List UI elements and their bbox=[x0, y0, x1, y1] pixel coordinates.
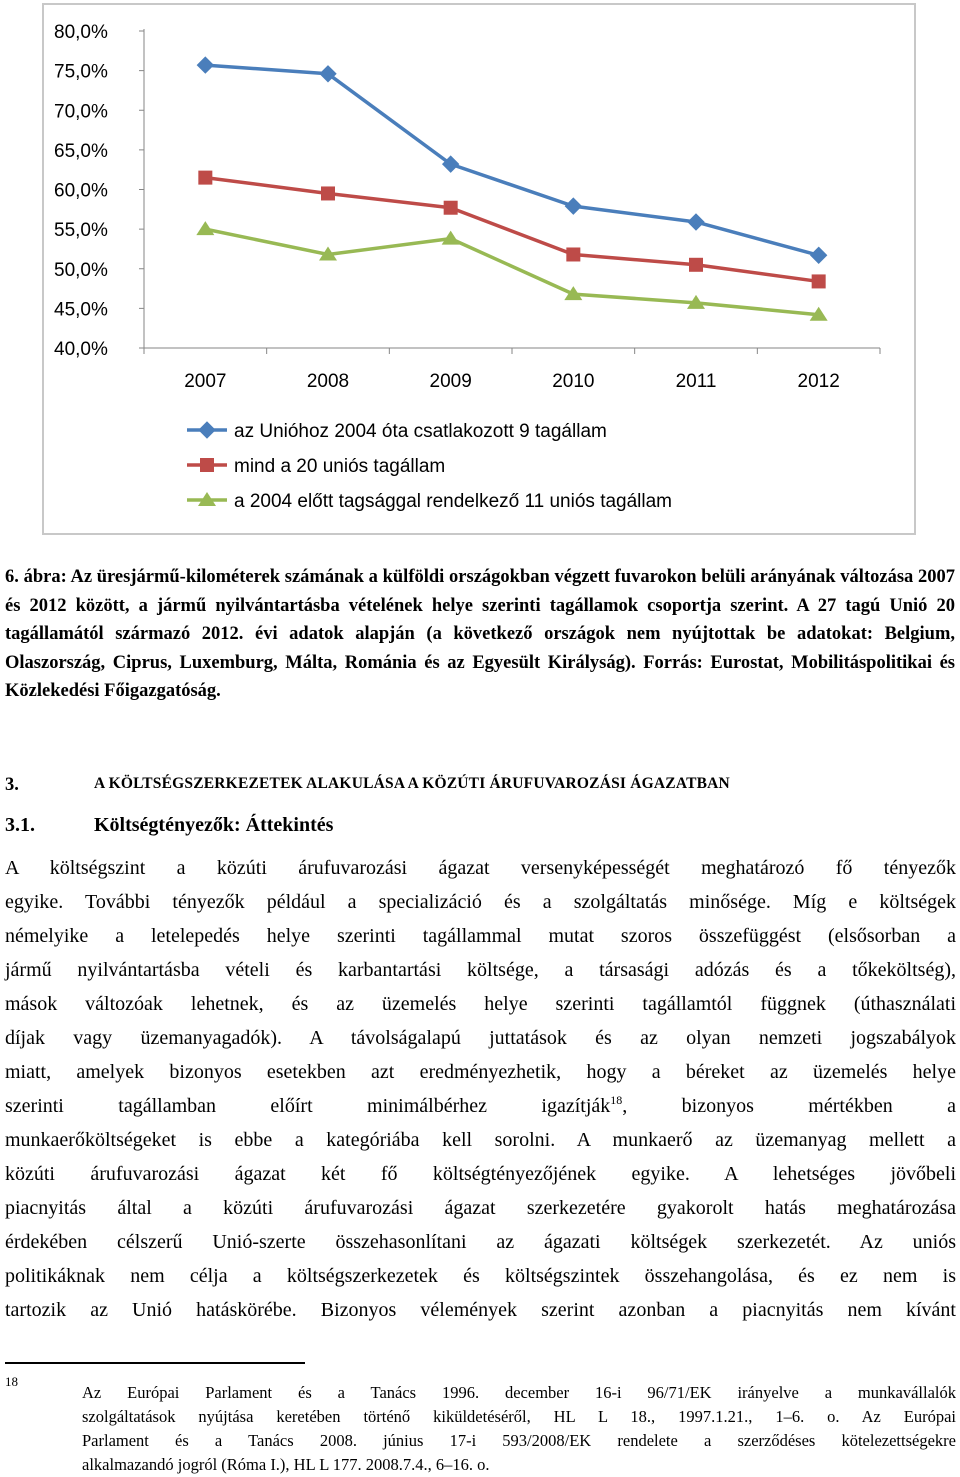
footnote-separator bbox=[5, 1362, 305, 1364]
body-line: mások változóak lehetnek, és az üzemelés helye szerinti tagállamtól függnek (úthasználati bbox=[5, 993, 956, 1015]
body-line: közúti árufuvarozási ágazat két fő költségtényezőjének egyike. A lehetséges jövőbeli bbox=[5, 1163, 956, 1185]
body-line: A költségszint a közúti árufuvarozási ágazat versenyképességét meghatározó fő tényezők bbox=[5, 857, 956, 879]
data-point-diamond bbox=[197, 57, 213, 73]
body-line: némelyike a letelepedés helye szerinti tagállammal mutat szoros összefüggést (elsősorban a bbox=[5, 925, 956, 947]
legend-marker-square bbox=[200, 458, 214, 472]
footnote-line: szolgáltatások nyújtása keretében történő kiküldetéséről, HL L 18., 1997.1.21., 1–6. o. Az Európai bbox=[82, 1407, 956, 1426]
section-number: 3. bbox=[5, 775, 19, 795]
y-tick-label: 75,0% bbox=[54, 61, 108, 83]
legend-label: az Unióhoz 2004 óta csatlakozott 9 tagállam bbox=[234, 421, 607, 442]
y-tick-label: 70,0% bbox=[54, 101, 108, 123]
legend-label: a 2004 előtt tagsággal rendelkező 11 uniós tagállam bbox=[234, 491, 673, 512]
y-tick-label: 55,0% bbox=[54, 220, 108, 242]
body-line: egyike. További tényezők például a specializáció és a szolgáltatás minősége. Míg e költségek bbox=[5, 891, 956, 913]
data-point-square bbox=[198, 171, 212, 185]
y-tick-label: 80,0% bbox=[54, 22, 108, 43]
x-tick-label: 2010 bbox=[552, 371, 595, 392]
data-point-square bbox=[689, 258, 703, 272]
x-tick-label: 2009 bbox=[429, 371, 472, 392]
y-tick-label: 65,0% bbox=[54, 140, 108, 162]
footnote-line: Parlament és a Tanács 2008. június 17-i 593/2008/EK rendelete a szerződéses kötelezettségekre bbox=[82, 1431, 956, 1450]
body-line: díjak vagy üzemanyagadók). A távolságalapú juttatások és az olyan nemzeti jogszabályok bbox=[5, 1027, 956, 1049]
body-line: munkaerőköltségeket is ebbe a kategóriába kell sorolni. A munkaerő az üzemanyag mellett a bbox=[5, 1129, 956, 1151]
body-line: tartozik az Unió hatáskörébe. Bizonyos vélemények szerint azonban a piacnyitás nem kívánt bbox=[5, 1299, 956, 1321]
series-lines bbox=[196, 57, 827, 321]
body-paragraph bbox=[5, 851, 956, 1327]
series-line bbox=[205, 65, 818, 255]
footnote-number: 18 bbox=[5, 1374, 18, 1389]
y-tick-label: 40,0% bbox=[54, 339, 108, 360]
data-point-square bbox=[444, 201, 458, 215]
body-line-with-footnote bbox=[5, 1089, 956, 1123]
chart-legend bbox=[187, 421, 672, 512]
body-line: érdekében célszerű Unió-szerte összehasonlítani az ágazati költségek szerkezetét. Az uniós bbox=[5, 1231, 956, 1253]
body-line: jármű nyilvántartásba vételi és karbantartási költsége, a társasági adózás és a tőkeköltség), bbox=[5, 959, 956, 981]
data-point-square bbox=[321, 186, 335, 200]
body-line: politikáknak nem célja a költségszerkezetek és költségszintek összehangolása, és ez nem is bbox=[5, 1265, 956, 1287]
data-point-square bbox=[812, 274, 826, 288]
subsection-number: 3.1. bbox=[5, 814, 35, 836]
subsection-title: Költségtényezők: Áttekintés bbox=[94, 814, 334, 836]
x-tick-label: 2007 bbox=[184, 371, 227, 392]
y-tick-labels bbox=[54, 22, 144, 360]
data-point-diamond bbox=[565, 198, 581, 214]
legend-marker-diamond bbox=[199, 422, 215, 438]
footnote-text bbox=[82, 1381, 956, 1477]
body-line: piacnyitás által a közúti árufuvarozási ágazat szerkezetére gyakorolt hatás meghatározása bbox=[5, 1197, 956, 1219]
x-tick-label: 2008 bbox=[306, 371, 350, 392]
legend-label: mind a 20 uniós tagállam bbox=[234, 456, 446, 477]
series-line bbox=[205, 229, 818, 315]
footnote-line: alkalmazandó jogról (Róma I.), HL L 177. 2008.7.4., 6–16. o. bbox=[82, 1455, 490, 1474]
data-point-triangle bbox=[442, 231, 460, 245]
footnote-line: Az Európai Parlament és a Tanács 1996. december 16-i 96/71/EK irányelve a munkavállalók bbox=[82, 1383, 956, 1402]
data-point-diamond bbox=[688, 214, 704, 230]
chart-svg bbox=[44, 5, 916, 535]
footnote-reference[interactable]: 18 bbox=[610, 1093, 623, 1107]
y-tick-label: 50,0% bbox=[54, 259, 108, 281]
data-point-square bbox=[566, 247, 580, 261]
x-tick-labels bbox=[184, 371, 840, 392]
x-tick-label: 2011 bbox=[675, 371, 717, 392]
line-chart bbox=[42, 3, 916, 535]
body-line-part: , bizonyos mértékben a bbox=[622, 1095, 956, 1117]
y-tick-label: 60,0% bbox=[54, 180, 108, 202]
figure-caption: 6. ábra: Az üresjármű-kilométerek számának a külföldi országokban végzett fuvarokon belüli arányának változása 2007 és 2012 között, a jármű nyilvántartásba vételének helye szerinti tagállamok csoportja szerint. A 27 tagú Unió 20 tagállamától származó 2012. évi adatok alapján (a következő országok nem nyújtottak be adatokat: Belgium, Olaszország, Ciprus, Luxemburg, Málta, Románia és az Egyesült Királyság). Forrás: Eurostat, Mobilitáspolitikai és Közlekedési Főigazgatóság. bbox=[5, 567, 955, 701]
data-point-diamond bbox=[811, 247, 827, 263]
y-tick-label: 45,0% bbox=[54, 299, 108, 321]
x-tick-label: 2012 bbox=[797, 371, 840, 392]
data-point-triangle bbox=[196, 221, 214, 235]
section-title: A KÖLTSÉGSZERKEZETEK ALAKULÁSA A KÖZÚTI ÁRUFUVAROZÁSI ÁGAZATBAN bbox=[94, 775, 730, 792]
chart-axes bbox=[144, 29, 880, 354]
body-line-part: szerinti tagállamban előírt minimálbérhez igazítják bbox=[5, 1095, 611, 1117]
body-line: miatt, amelyek bizonyos esetekben azt eredményezhetik, hogy a béreket az üzemelés helye bbox=[5, 1061, 956, 1083]
